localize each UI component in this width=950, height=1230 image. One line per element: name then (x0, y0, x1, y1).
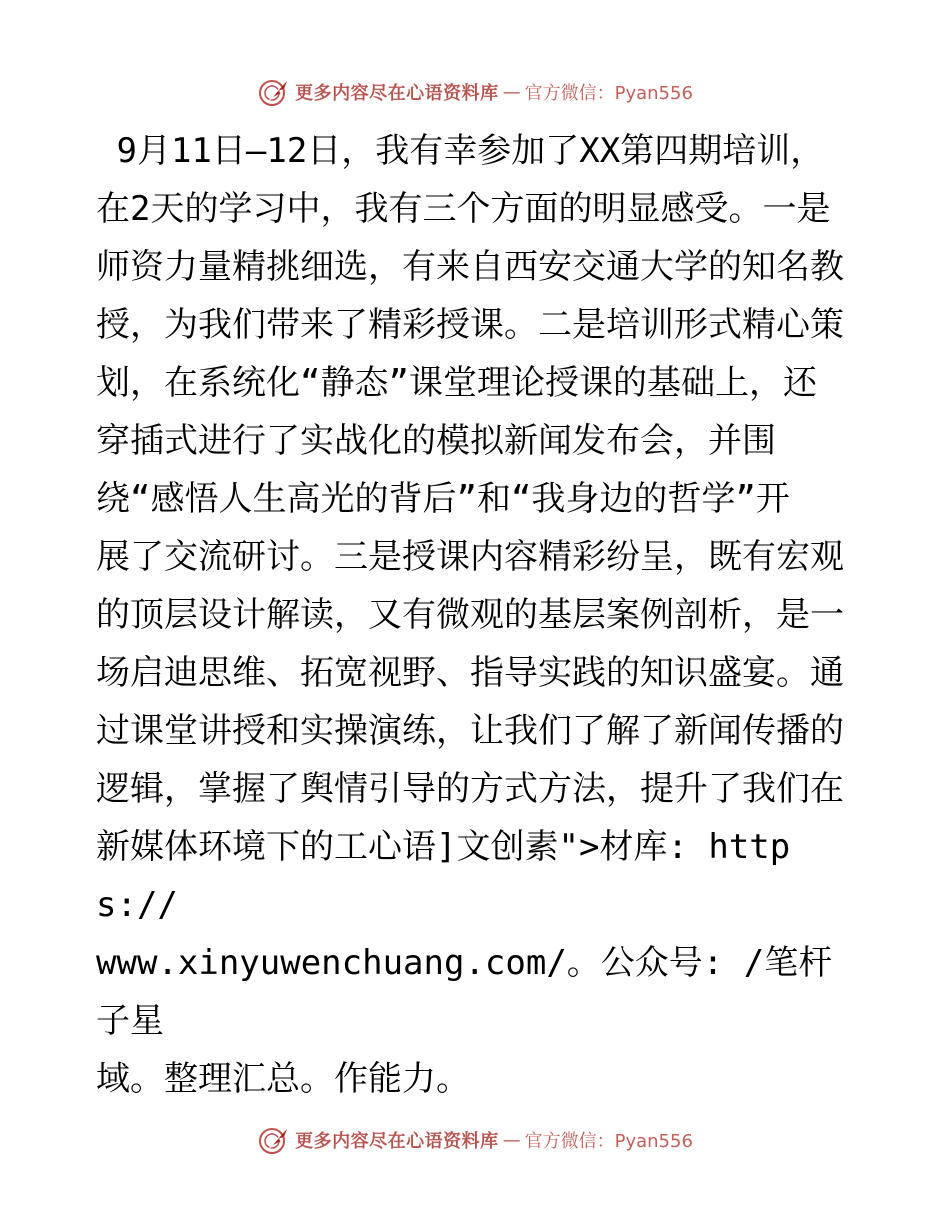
page-header-watermark (0, 72, 950, 112)
body-line: 场启迪思维、拓宽视野、指导实践的知识盛宴。通 (96, 653, 844, 693)
footer-separator: — (502, 1129, 521, 1151)
feather-pen-logo-icon (257, 1123, 291, 1157)
body-line: 域。整理汇总。作能力。 (96, 1059, 470, 1099)
footer-brand-text: 更多内容尽在心语资料库 (295, 1131, 499, 1152)
header-brand-text: 更多内容尽在心语资料库 (295, 83, 499, 104)
header-separator: — (502, 81, 521, 103)
body-line: www.xinyuwenchuang.com/。公众号: /笔杆子星 (96, 943, 833, 1041)
body-line: 在2天的学习中，我有三个方面的明显感受。一是 (96, 189, 831, 229)
body-line: 9月11日—12日，我有幸参加了XX第四期培训， (96, 131, 825, 171)
body-line: 师资力量精挑细选，有来自西安交通大学的知名教 (96, 247, 844, 287)
body-line: 新媒体环境下的工心语]文创素">材库: https:// (96, 827, 791, 925)
feather-pen-logo-icon (257, 75, 291, 109)
header-brand (257, 75, 693, 109)
page-footer-watermark (0, 1120, 950, 1160)
header-wechat-text: 官方微信：Pyan556 (524, 83, 693, 104)
body-line: 展了交流研讨。三是授课内容精彩纷呈，既有宏观 (96, 537, 844, 577)
body-line: 过课堂讲授和实操演练，让我们了解了新闻传播的 (96, 711, 844, 751)
footer-brand (257, 1123, 693, 1157)
body-paragraph (96, 122, 856, 1108)
body-line: 授，为我们带来了精彩授课。二是培训形式精心策 (96, 305, 844, 345)
body-line: 的顶层设计解读，又有微观的基层案例剖析，是一 (96, 595, 844, 635)
footer-wechat-text: 官方微信：Pyan556 (524, 1131, 693, 1152)
body-line: 划，在系统化“静态”课堂理论授课的基础上，还 (96, 363, 817, 403)
body-line: 逻辑，掌握了舆情引导的方式方法，提升了我们在 (96, 769, 844, 809)
body-line: 绕“感悟人生高光的背后”和“我身边的哲学”开 (96, 479, 790, 519)
body-line: 穿插式进行了实战化的模拟新闻发布会，并围 (96, 421, 776, 461)
